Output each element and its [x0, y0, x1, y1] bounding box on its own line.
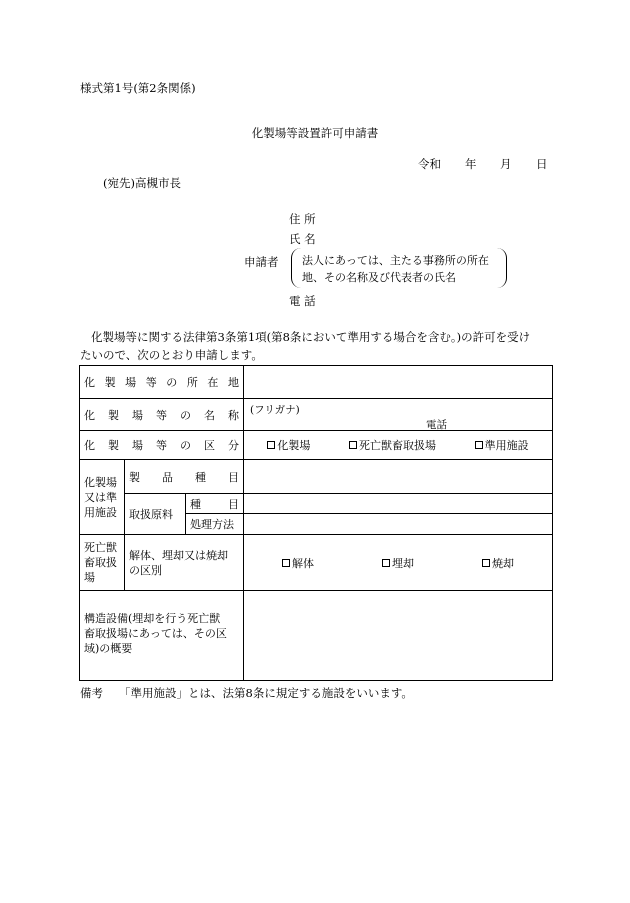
disposal-field	[244, 535, 553, 591]
intro-line2: たいので、次のとおり申請します。	[80, 348, 263, 362]
category-label	[80, 431, 244, 460]
location-field[interactable]	[244, 366, 553, 399]
dead-animal-label-line: 畜取扱	[84, 556, 117, 569]
category-option[interactable]	[475, 437, 529, 453]
category-option-label: 準用施設	[484, 439, 529, 452]
disposal-option-label: 埋却	[392, 556, 415, 570]
disposal-label-line: の区別	[129, 563, 162, 577]
row-structure	[80, 591, 553, 681]
tel-label: 電話	[426, 419, 448, 431]
name-label	[80, 399, 244, 431]
label-char: 場	[125, 376, 137, 389]
disposal-option[interactable]	[282, 555, 314, 571]
furigana-label: (フリガナ)	[250, 404, 300, 416]
disposal-option-label: 解体	[292, 556, 315, 570]
corporation-note-bracket	[291, 248, 507, 288]
dead-animal-label	[80, 535, 125, 591]
application-table	[79, 365, 553, 681]
label-char: 名	[204, 408, 215, 422]
facility-label-line: 用施設	[84, 505, 117, 519]
facility-label-line: 化製場	[84, 475, 117, 489]
name-label: 氏 名	[289, 232, 316, 246]
disposal-option[interactable]	[482, 555, 514, 571]
checkbox-icon[interactable]	[267, 441, 275, 449]
label-char: 目	[228, 497, 240, 511]
facility-label	[80, 460, 125, 535]
row-raw-item	[80, 494, 553, 514]
category-option[interactable]	[349, 437, 436, 453]
disposal-label	[125, 535, 244, 591]
row-name	[80, 399, 553, 431]
label-char: 分	[228, 439, 239, 452]
label-char: 地	[227, 376, 239, 389]
date-day: 日	[536, 157, 548, 171]
disposal-option[interactable]	[382, 555, 414, 571]
item-label	[186, 494, 244, 514]
intro-line1: 化製場等に関する法律第3条第1項(第8条において準用する場合を含む。)の許可を受け	[91, 330, 531, 344]
category-option-label: 化製場	[277, 439, 311, 452]
remarks-text: 「準用施設」とは、法第8条に規定する施設をいいます。	[119, 686, 413, 700]
item-field[interactable]	[244, 494, 553, 514]
label-char: 等	[156, 439, 167, 452]
label-char: 品	[162, 470, 173, 484]
label-char: の	[166, 376, 178, 389]
checkbox-icon[interactable]	[382, 559, 390, 567]
label-char: 在	[207, 376, 219, 389]
document-title: 化製場等設置許可申請書	[251, 126, 379, 140]
label-char: 製	[108, 439, 119, 452]
raw-material-label: 取扱原料	[125, 494, 186, 535]
date-month: 月	[500, 157, 512, 171]
location-label	[80, 366, 244, 399]
structure-label-line: 畜取扱場にあっては、その区	[84, 627, 227, 640]
checkbox-icon[interactable]	[349, 441, 357, 449]
product-type-field[interactable]	[244, 460, 553, 494]
corporation-note-line1: 法人にあっては、主たる事務所の所在	[302, 254, 489, 267]
row-product-type	[80, 460, 553, 494]
form-number: 様式第1号(第2条関係)	[80, 81, 196, 95]
name-label-text	[84, 407, 239, 423]
label-char: 目	[228, 470, 239, 484]
label-char: 種	[190, 497, 201, 511]
remarks-label: 備考	[80, 686, 103, 700]
location-label-text	[84, 374, 239, 390]
applicant-label: 申請者	[244, 255, 279, 269]
date-year: 年	[465, 157, 477, 171]
row-disposal	[80, 535, 553, 591]
row-location	[80, 366, 553, 399]
processing-field[interactable]	[244, 514, 553, 535]
label-char: 製	[104, 376, 116, 389]
corporation-note-line2: 地、その名称及び代表者の氏名	[302, 271, 456, 284]
category-label-text	[84, 437, 239, 453]
row-category	[80, 431, 553, 460]
product-type-label-text	[129, 469, 239, 485]
facility-name-field[interactable]	[244, 399, 553, 431]
structure-label	[80, 591, 244, 681]
structure-field[interactable]	[244, 591, 553, 681]
label-char: 称	[228, 408, 239, 422]
category-field	[244, 431, 553, 460]
remarks	[80, 685, 429, 701]
label-char: 製	[129, 470, 140, 484]
label-char: 等	[156, 408, 167, 422]
label-char: 化	[84, 376, 95, 389]
label-char: 等	[145, 376, 157, 389]
label-char: の	[180, 439, 191, 452]
date-era: 令和	[418, 157, 441, 171]
checkbox-icon[interactable]	[475, 441, 483, 449]
label-char: 区	[204, 439, 215, 452]
label-char: 化	[84, 439, 95, 452]
label-char: 化	[84, 408, 95, 422]
dead-animal-label-line: 場	[84, 571, 95, 584]
label-char: 場	[132, 408, 143, 422]
category-option[interactable]	[267, 437, 310, 453]
label-char: 製	[108, 408, 119, 422]
category-option-label: 死亡獣畜取扱場	[359, 439, 436, 452]
addressee: (宛先)高槻市長	[103, 176, 181, 190]
address-label: 住 所	[289, 212, 316, 226]
intro-paragraph	[80, 328, 552, 364]
item-label-text	[190, 496, 239, 512]
checkbox-icon[interactable]	[282, 559, 290, 567]
disposal-option-label: 焼却	[492, 556, 515, 570]
label-char: 所	[186, 376, 198, 389]
product-type-label	[125, 460, 244, 494]
label-char: 場	[132, 439, 143, 452]
dead-animal-label-line: 死亡獣	[84, 541, 117, 554]
checkbox-icon[interactable]	[482, 559, 490, 567]
facility-label-line: 又は準	[84, 490, 117, 504]
label-char: 種	[195, 470, 206, 484]
disposal-label-line: 解体、埋却又は焼却	[129, 548, 228, 562]
structure-label-line: 域)の概要	[84, 642, 133, 655]
structure-label-line: 構造設備(埋却を行う死亡獣	[84, 612, 221, 625]
phone-label: 電 話	[289, 294, 316, 308]
label-char: の	[180, 408, 191, 422]
processing-label: 処理方法	[186, 514, 244, 535]
